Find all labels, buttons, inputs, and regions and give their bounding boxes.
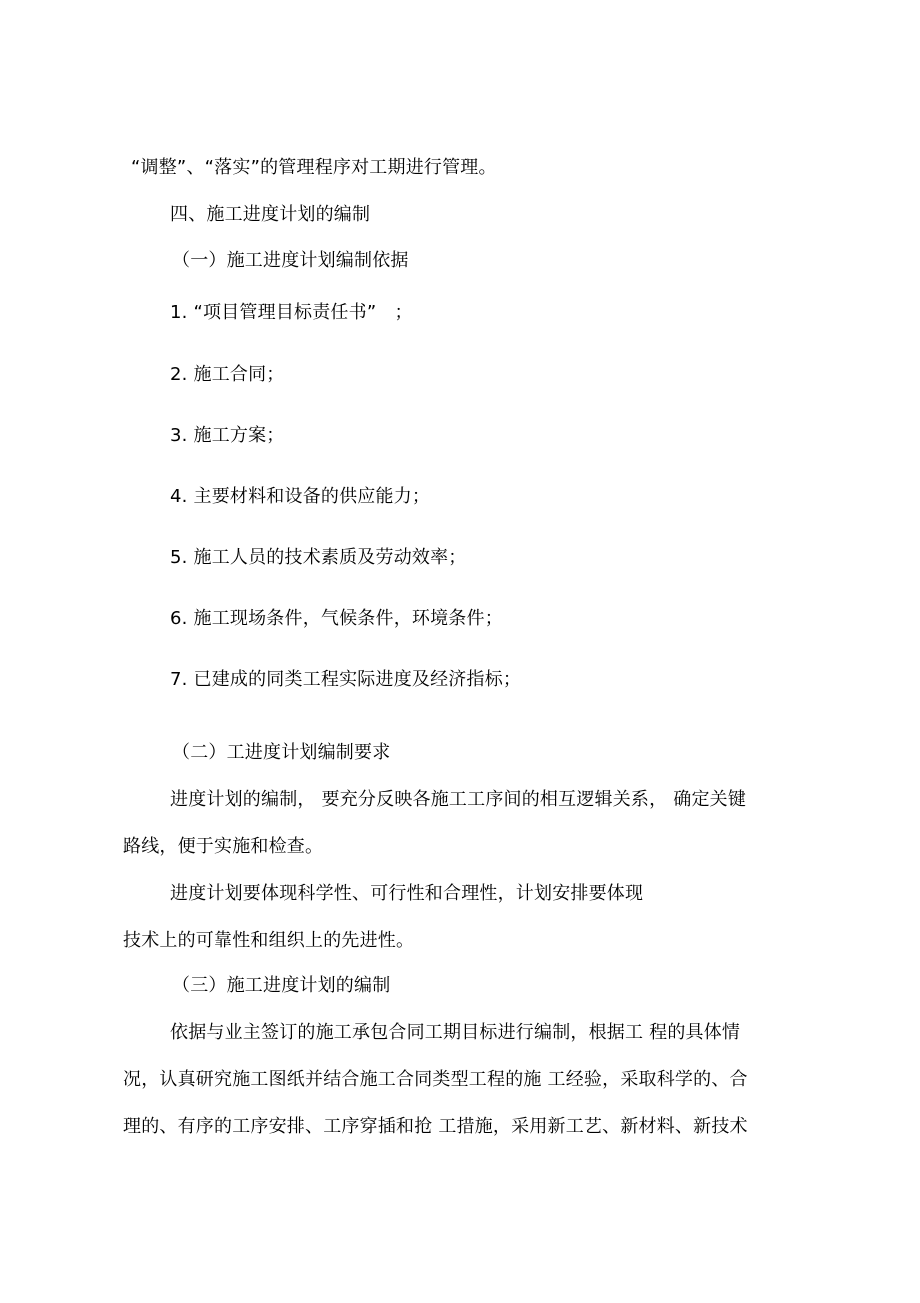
paragraph-line: 况，认真研究施工图纸并结合施工合同类型工程的施 工经验，采取科学的、合 xyxy=(123,1069,748,1090)
list-item: 2. 施工合同； xyxy=(170,364,285,385)
paragraph-line: 进度计划要体现科学性、可行性和合理性，计划安排要体现 xyxy=(170,883,644,904)
paragraph-line: 进度计划的编制， 要充分反映各施工工序间的相互逻辑关系， 确定关键 xyxy=(170,789,747,810)
section-heading: 四、施工进度计划的编制 xyxy=(170,204,371,225)
paragraph-line: 路线，便于实施和检查。 xyxy=(123,836,324,857)
list-item: 4. 主要材料和设备的供应能力； xyxy=(170,486,431,507)
list-item: 5. 施工人员的技术素质及劳动效率； xyxy=(170,547,467,568)
list-item: 7. 已建成的同类工程实际进度及经济指标； xyxy=(170,669,522,690)
subsection-heading: （二）工进度计划编制要求 xyxy=(172,742,391,763)
list-item: 6. 施工现场条件，气候条件，环境条件； xyxy=(170,608,503,629)
subsection-heading: （一）施工进度计划编制依据 xyxy=(172,250,409,271)
list-item: 3. 施工方案； xyxy=(170,425,285,446)
text-line-continuation: “调整”、“落实”的管理程序对工期进行管理。 xyxy=(131,157,497,178)
list-item: 1. “项目管理目标责任书” ； xyxy=(170,302,413,323)
paragraph-line: 理的、有序的工序安排、工序穿插和抢 工措施，采用新工艺、新材料、新技术 xyxy=(123,1116,748,1137)
subsection-heading: （三）施工进度计划的编制 xyxy=(172,975,391,996)
paragraph-line: 依据与业主签订的施工承包合同工期目标进行编制，根据工 程的具体情 xyxy=(170,1022,741,1043)
paragraph-line: 技术上的可靠性和组织上的先进性。 xyxy=(123,930,415,951)
